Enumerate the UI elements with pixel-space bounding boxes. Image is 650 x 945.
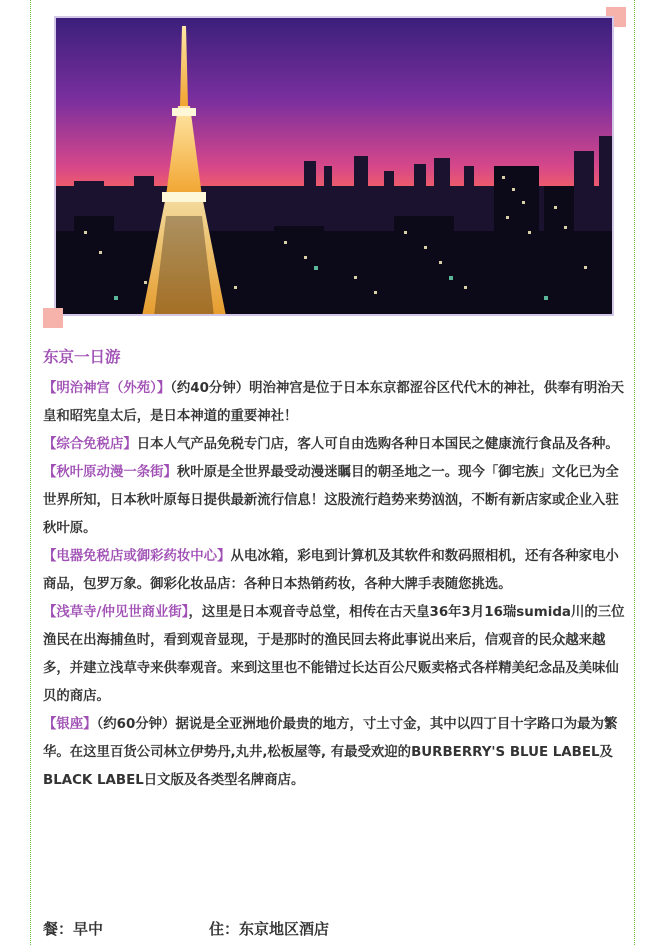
paragraph-duty-free <box>43 431 628 459</box>
page-frame-left <box>30 0 31 945</box>
meal-info: 餐：早中 <box>43 920 104 938</box>
hotel-info: 住：东京地区酒店 <box>209 920 330 938</box>
paragraph-electronics <box>43 543 628 599</box>
text-duty-free: 日本人气产品免税专门店，客人可自由选购各种日本国民之健康流行食品及各种。 <box>136 437 619 452</box>
highlight-ginza: 【银座】 <box>43 717 97 732</box>
highlight-sensoji: 【浅草寺/仲见世商业街】 <box>43 605 189 620</box>
paragraph-akihabara <box>43 459 628 543</box>
highlight-meiji-shrine: 【明治神宫（外苑）】 <box>43 381 171 396</box>
photo-border <box>54 16 614 316</box>
tokyo-tower-photo <box>54 16 614 316</box>
highlight-akihabara: 【秋叶原动漫一条街】 <box>43 465 177 480</box>
text-ginza: （约60分钟）据说是全亚洲地价最贵的地方，寸土寸金，其中以四丁目十字路口为最为繁华。在这里百货公司林立伊势丹,丸井,松板屋等, 有最受欢迎的BURBERRY'S BLUE LABEL及BLACK LABEL日文版及各类型名牌商店。 <box>43 717 618 788</box>
text-sensoji: ，这里是日本观音寺总堂，相传在古天皇36年3月16瑞sumida川的三位渔民在出海捕鱼时，看到观音显现，于是那时的渔民回去将此事说出来后，信观音的民众越来越多，并建立浅草寺来供奉观音。来到这里也不能错过长达百公尺贩卖格式各样精美纪念品及美味仙贝的商店。 <box>43 605 625 704</box>
page-frame-right <box>634 0 635 945</box>
text-meiji-shrine: （约40分钟）明治神宫是位于日本东京都涩谷区代代木的神社，供奉有明治天皇和昭宪皇太后，是日本神道的重要神社！ <box>43 381 625 424</box>
text-akihabara: 秋叶原是全世界最受动漫迷瞩目的朝圣地之一。现今「御宅族」文化已为全世界所知，日本秋叶原每日提供最新流行信息！这股流行趋势来势汹汹，不断有新店家或企业入驻秋叶原。 <box>43 465 619 536</box>
section-title: 东京一日游 <box>43 348 121 366</box>
highlight-electronics: 【电器免税店或御彩药妆中心】 <box>43 549 231 564</box>
paragraph-ginza <box>43 711 628 795</box>
decor-corner-bottom-left <box>43 308 63 328</box>
paragraph-sensoji <box>43 599 628 711</box>
text-electronics: 从电冰箱，彩电到计算机及其软件和数码照相机，还有各种家电小商品，包罗万象。御彩化妆品店：各种日本热销药妆，各种大牌手表随您挑选。 <box>43 549 619 592</box>
highlight-duty-free: 【综合免税店】 <box>43 437 137 452</box>
itinerary-content <box>43 345 628 795</box>
paragraph-meiji-shrine <box>43 375 628 431</box>
